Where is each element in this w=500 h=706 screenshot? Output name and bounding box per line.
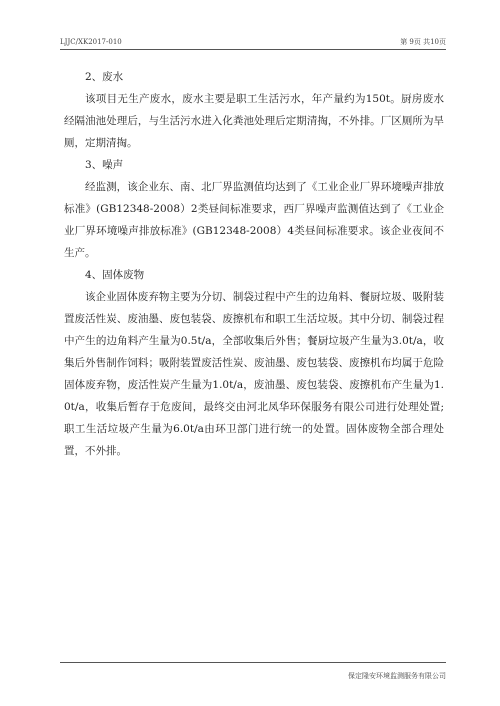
section-noise <box>64 154 444 264</box>
header-divider <box>60 49 446 50</box>
section-wastewater <box>64 66 444 154</box>
document-body <box>64 66 444 462</box>
section-paragraph: 该项目无生产废水，废水主要是职工生活污水，年产量约为150t。厨房废水经隔油池处理后，与生活污水进入化粪池处理后定期清掏，不外排。厂区厕所为旱厕，定期清掏。 <box>64 93 444 149</box>
footer-divider <box>60 662 446 663</box>
section-paragraph: 经监测，该企业东、南、北厂界监测值均达到了《工业企业厂界环境噪声排放标准》(GB12348-2008）2类昼间标准要求，西厂界噪声监测值达到了《工业企业厂界环境噪声排放标准》(GB12348-2008）4类昼间标准要求。该企业夜间不生产。 <box>64 181 444 259</box>
section-heading: 2、废水 <box>85 71 124 83</box>
page-header <box>60 36 446 48</box>
section-heading: 3、噪声 <box>85 159 124 171</box>
section-solid-waste <box>64 264 444 462</box>
section-paragraph: 该企业固体废弃物主要为分切、制袋过程中产生的边角料、餐厨垃圾、吸附装置废活性炭、废油墨、废包装袋、废擦机布和职工生活垃圾。其中分切、制袋过程中产生的边角料产生量为0.5t/a，全部收集后外售；餐厨垃圾产生量为3.0t/a，收集后外售制作饲料；吸附装置废活性炭、废油墨、废包装袋、废擦机布均属于危险固体废弃物，废活性炭产生量为1.0t/a，废油墨、废包装袋、废擦机布产生量为1.0t/a，收集后暂存于危废间，最终交由河北凤华环保服务有限公司进行处理处置;职工生活垃圾产生量为6.0t/a由环卫部门进行统一的处置。固体废物全部合理处置，不外排。 <box>64 291 444 457</box>
document-code: LJJC/XK2017-010 <box>60 38 122 46</box>
section-heading: 4、固体废物 <box>85 269 145 281</box>
footer-company: 保定隆安环境监测服务有限公司 <box>348 672 446 680</box>
page-number: 第 9页 共10页 <box>400 38 446 46</box>
